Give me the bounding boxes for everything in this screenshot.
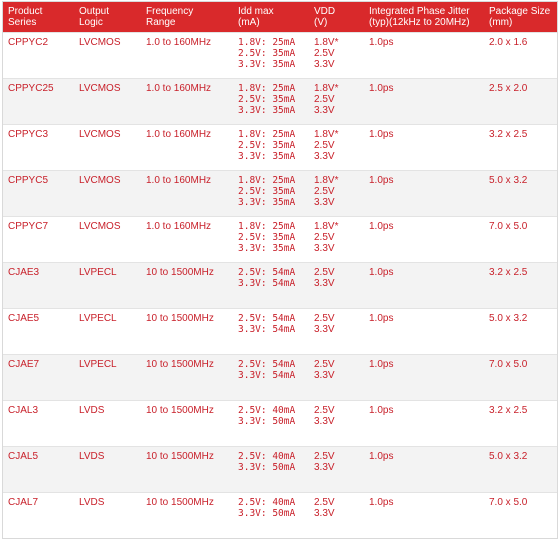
- idd-max-cell: [233, 309, 309, 355]
- output-logic-cell: LVCMOS: [74, 171, 141, 217]
- column-header-phase-jitter: [364, 2, 484, 33]
- table-row: [3, 79, 558, 125]
- column-header-idd-max: [233, 2, 309, 33]
- column-header-line: Logic: [79, 17, 103, 28]
- vdd-cell-line: 3.3V: [314, 105, 335, 116]
- table-row: [3, 493, 558, 539]
- column-header-product-series: [3, 2, 74, 33]
- vdd-cell: [309, 171, 364, 217]
- vdd-cell: [309, 263, 364, 309]
- idd-max-cell-line: 3.3V: 50mA: [238, 462, 296, 473]
- frequency-range-cell: 10 to 1500MHz: [141, 401, 233, 447]
- output-logic-cell: LVCMOS: [74, 125, 141, 171]
- output-logic-cell: LVCMOS: [74, 79, 141, 125]
- table-row: [3, 263, 558, 309]
- output-logic-cell: LVDS: [74, 447, 141, 493]
- vdd-cell-line: 2.5V: [314, 359, 335, 370]
- table-row: [3, 355, 558, 401]
- column-header-line: Product: [8, 6, 43, 17]
- product-series-cell: CJAL7: [3, 493, 74, 539]
- idd-max-cell-line: 2.5V: 35mA: [238, 140, 296, 151]
- phase-jitter-cell: 1.0ps: [364, 493, 484, 539]
- column-header-line: Series: [8, 17, 37, 28]
- idd-max-cell: [233, 263, 309, 309]
- vdd-cell-line: 3.3V: [314, 278, 335, 289]
- vdd-cell-line: 3.3V: [314, 324, 335, 335]
- column-header-line: (mm): [489, 17, 513, 28]
- product-series-cell: CJAE7: [3, 355, 74, 401]
- idd-max-cell-line: 1.8V: 25mA: [238, 175, 296, 186]
- idd-max-cell-line: 3.3V: 35mA: [238, 243, 296, 254]
- phase-jitter-cell: 1.0ps: [364, 263, 484, 309]
- product-series-cell: CJAL3: [3, 401, 74, 447]
- product-series-cell: CPPYC3: [3, 125, 74, 171]
- idd-max-cell: [233, 217, 309, 263]
- column-header-line: (mA): [238, 17, 260, 28]
- vdd-cell-line: 3.3V: [314, 462, 335, 473]
- vdd-cell-line: 2.5V: [314, 48, 335, 59]
- idd-max-cell-line: 3.3V: 35mA: [238, 59, 296, 70]
- vdd-cell: [309, 355, 364, 401]
- table-row: [3, 33, 558, 79]
- output-logic-cell: LVPECL: [74, 263, 141, 309]
- spec-table-sheet: [2, 1, 558, 539]
- vdd-cell: [309, 125, 364, 171]
- column-header-line: Range: [146, 17, 176, 28]
- vdd-cell-line: 2.5V: [314, 186, 335, 197]
- phase-jitter-cell: 1.0ps: [364, 79, 484, 125]
- idd-max-cell-line: 1.8V: 25mA: [238, 129, 296, 140]
- output-logic-cell: LVCMOS: [74, 217, 141, 263]
- idd-max-cell-line: 3.3V: 35mA: [238, 197, 296, 208]
- package-size-cell: 5.0 x 3.2: [484, 309, 558, 355]
- output-logic-cell: LVDS: [74, 493, 141, 539]
- vdd-cell-line: 2.5V: [314, 405, 335, 416]
- product-series-cell: CPPYC7: [3, 217, 74, 263]
- package-size-cell: 2.5 x 2.0: [484, 79, 558, 125]
- column-header-line: Idd max: [238, 6, 274, 17]
- idd-max-cell-line: 2.5V: 40mA: [238, 497, 296, 508]
- vdd-cell-line: 2.5V: [314, 451, 335, 462]
- package-size-cell: 7.0 x 5.0: [484, 217, 558, 263]
- vdd-cell-line: 3.3V: [314, 197, 335, 208]
- column-header-package-size: [484, 2, 558, 33]
- oscillator-spec-table: [3, 2, 558, 539]
- frequency-range-cell: 10 to 1500MHz: [141, 493, 233, 539]
- idd-max-cell-line: 3.3V: 35mA: [238, 105, 296, 116]
- table-row: [3, 309, 558, 355]
- phase-jitter-cell: 1.0ps: [364, 217, 484, 263]
- vdd-cell: [309, 79, 364, 125]
- package-size-cell: 2.0 x 1.6: [484, 33, 558, 79]
- idd-max-cell: [233, 33, 309, 79]
- phase-jitter-cell: 1.0ps: [364, 355, 484, 401]
- idd-max-cell-line: 3.3V: 50mA: [238, 416, 296, 427]
- vdd-cell-line: 3.3V: [314, 243, 335, 254]
- vdd-cell-line: 3.3V: [314, 508, 335, 519]
- column-header-line: Output: [79, 6, 110, 17]
- frequency-range-cell: 10 to 1500MHz: [141, 355, 233, 401]
- phase-jitter-cell: 1.0ps: [364, 125, 484, 171]
- vdd-cell-line: 3.3V: [314, 370, 335, 381]
- package-size-cell: 3.2 x 2.5: [484, 263, 558, 309]
- column-header-line: Integrated Phase Jitter: [369, 6, 470, 17]
- idd-max-cell: [233, 79, 309, 125]
- product-series-cell: CPPYC2: [3, 33, 74, 79]
- package-size-cell: 5.0 x 3.2: [484, 171, 558, 217]
- column-header-line: VDD: [314, 6, 336, 17]
- package-size-cell: 3.2 x 2.5: [484, 401, 558, 447]
- table-body: [3, 33, 558, 539]
- vdd-cell-line: 2.5V: [314, 232, 335, 243]
- vdd-cell-line: 2.5V: [314, 94, 335, 105]
- frequency-range-cell: 1.0 to 160MHz: [141, 79, 233, 125]
- table-header: [3, 2, 558, 33]
- package-size-cell: 5.0 x 3.2: [484, 447, 558, 493]
- product-series-cell: CPPYC5: [3, 171, 74, 217]
- package-size-cell: 3.2 x 2.5: [484, 125, 558, 171]
- idd-max-cell-line: 3.3V: 35mA: [238, 151, 296, 162]
- package-size-cell: 7.0 x 5.0: [484, 355, 558, 401]
- idd-max-cell-line: 2.5V: 54mA: [238, 313, 296, 324]
- column-header-line: (typ)(12kHz to 20MHz): [369, 17, 470, 28]
- package-size-cell: 7.0 x 5.0: [484, 493, 558, 539]
- output-logic-cell: LVPECL: [74, 355, 141, 401]
- idd-max-cell-line: 2.5V: 40mA: [238, 405, 296, 416]
- idd-max-cell-line: 1.8V: 25mA: [238, 221, 296, 232]
- phase-jitter-cell: 1.0ps: [364, 171, 484, 217]
- frequency-range-cell: 10 to 1500MHz: [141, 309, 233, 355]
- product-series-cell: CJAL5: [3, 447, 74, 493]
- frequency-range-cell: 1.0 to 160MHz: [141, 33, 233, 79]
- phase-jitter-cell: 1.0ps: [364, 33, 484, 79]
- vdd-cell-line: 3.3V: [314, 416, 335, 427]
- idd-max-cell: [233, 171, 309, 217]
- idd-max-cell-line: 2.5V: 35mA: [238, 94, 296, 105]
- idd-max-cell-line: 2.5V: 35mA: [238, 186, 296, 197]
- idd-max-cell-line: 3.3V: 54mA: [238, 324, 296, 335]
- output-logic-cell: LVPECL: [74, 309, 141, 355]
- vdd-cell-line: 3.3V: [314, 151, 335, 162]
- column-header-line: (V): [314, 17, 328, 28]
- idd-max-cell: [233, 355, 309, 401]
- table-row: [3, 447, 558, 493]
- table-row: [3, 401, 558, 447]
- vdd-cell: [309, 217, 364, 263]
- table-row: [3, 125, 558, 171]
- frequency-range-cell: 1.0 to 160MHz: [141, 171, 233, 217]
- idd-max-cell-line: 1.8V: 25mA: [238, 37, 296, 48]
- phase-jitter-cell: 1.0ps: [364, 447, 484, 493]
- vdd-cell: [309, 493, 364, 539]
- vdd-cell-line: 2.5V: [314, 497, 335, 508]
- table-row: [3, 217, 558, 263]
- frequency-range-cell: 10 to 1500MHz: [141, 263, 233, 309]
- idd-max-cell-line: 3.3V: 50mA: [238, 508, 296, 519]
- column-header-line: Package Size: [489, 6, 551, 17]
- vdd-cell: [309, 447, 364, 493]
- table-row: [3, 171, 558, 217]
- frequency-range-cell: 1.0 to 160MHz: [141, 217, 233, 263]
- vdd-cell-line: 1.8V*: [314, 83, 339, 94]
- phase-jitter-cell: 1.0ps: [364, 309, 484, 355]
- vdd-cell-line: 2.5V: [314, 140, 335, 151]
- idd-max-cell: [233, 125, 309, 171]
- idd-max-cell: [233, 447, 309, 493]
- idd-max-cell: [233, 493, 309, 539]
- vdd-cell: [309, 33, 364, 79]
- idd-max-cell: [233, 401, 309, 447]
- vdd-cell-line: 1.8V*: [314, 129, 339, 140]
- vdd-cell-line: 1.8V*: [314, 175, 339, 186]
- product-series-cell: CJAE3: [3, 263, 74, 309]
- idd-max-cell-line: 2.5V: 54mA: [238, 359, 296, 370]
- frequency-range-cell: 10 to 1500MHz: [141, 447, 233, 493]
- vdd-cell: [309, 401, 364, 447]
- vdd-cell: [309, 309, 364, 355]
- idd-max-cell-line: 2.5V: 54mA: [238, 267, 296, 278]
- output-logic-cell: LVCMOS: [74, 33, 141, 79]
- idd-max-cell-line: 3.3V: 54mA: [238, 278, 296, 289]
- column-header-output-logic: [74, 2, 141, 33]
- vdd-cell-line: 3.3V: [314, 59, 335, 70]
- vdd-cell-line: 1.8V*: [314, 37, 339, 48]
- idd-max-cell-line: 3.3V: 54mA: [238, 370, 296, 381]
- frequency-range-cell: 1.0 to 160MHz: [141, 125, 233, 171]
- idd-max-cell-line: 1.8V: 25mA: [238, 83, 296, 94]
- idd-max-cell-line: 2.5V: 35mA: [238, 232, 296, 243]
- column-header-vdd: [309, 2, 364, 33]
- product-series-cell: CJAE5: [3, 309, 74, 355]
- idd-max-cell-line: 2.5V: 35mA: [238, 48, 296, 59]
- column-header-line: Frequency: [146, 6, 194, 17]
- product-series-cell: CPPYC25: [3, 79, 74, 125]
- vdd-cell-line: 2.5V: [314, 313, 335, 324]
- column-header-frequency-range: [141, 2, 233, 33]
- idd-max-cell-line: 2.5V: 40mA: [238, 451, 296, 462]
- phase-jitter-cell: 1.0ps: [364, 401, 484, 447]
- output-logic-cell: LVDS: [74, 401, 141, 447]
- header-row: [3, 2, 558, 33]
- vdd-cell-line: 2.5V: [314, 267, 335, 278]
- vdd-cell-line: 1.8V*: [314, 221, 339, 232]
